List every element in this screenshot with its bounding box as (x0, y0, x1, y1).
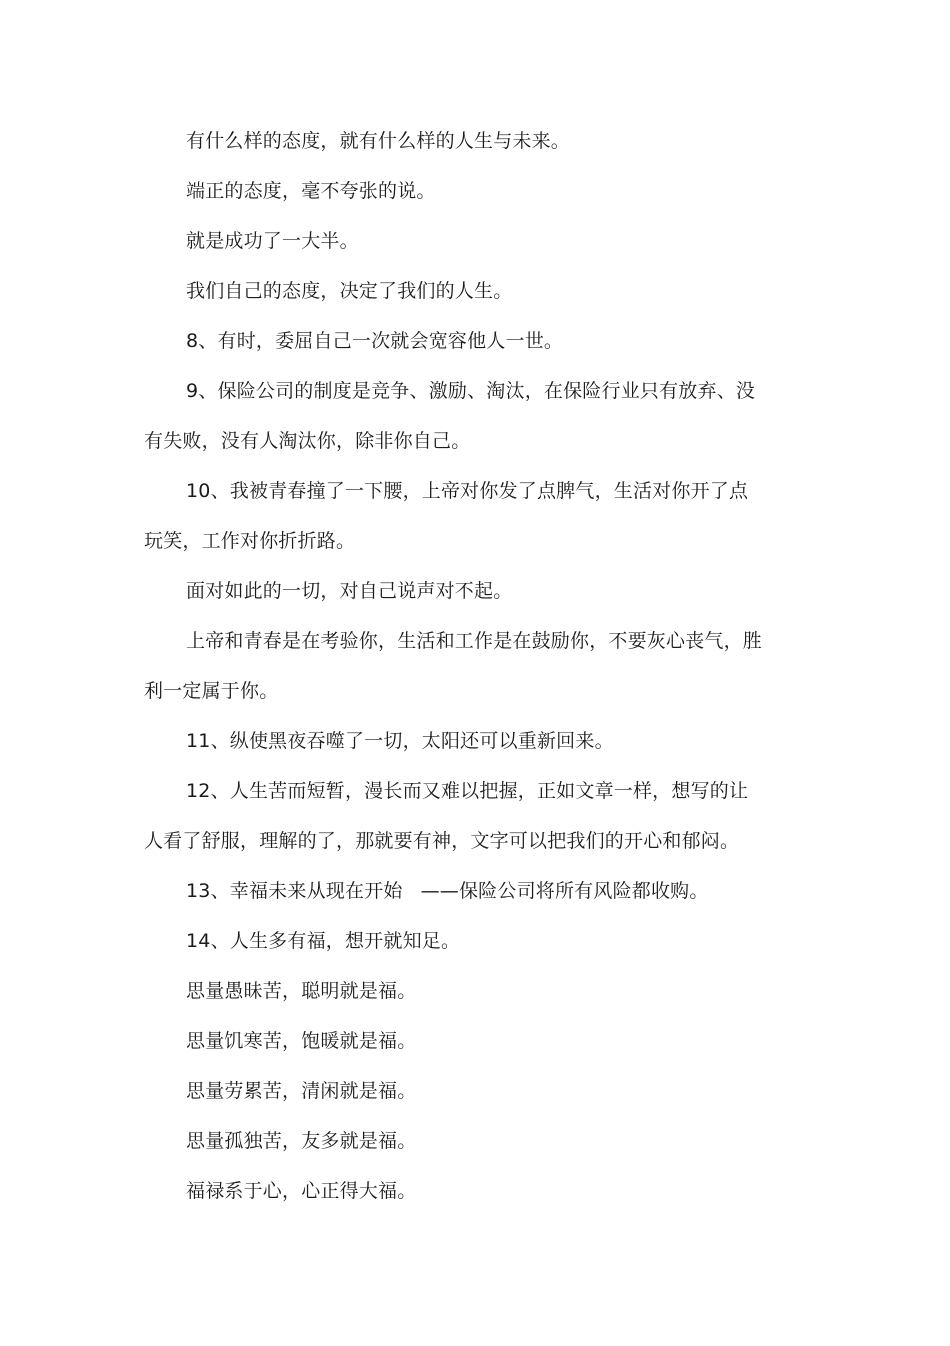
paragraph: 12、人生苦而短暂，漫长而又难以把握，正如文章一样，想写的让人看了舒服，理解的了，那就要有神，文字可以把我们的开心和郁闷。 (144, 780, 749, 852)
document-body (144, 116, 764, 1216)
paragraph: 思量愚昧苦，聪明就是福。 (186, 980, 417, 1002)
paragraph-part: ——保险公司将所有风险都收购。 (420, 880, 709, 902)
paragraph: 我们自己的态度，决定了我们的人生。 (186, 280, 513, 302)
paragraph: 思量劳累苦，清闲就是福。 (186, 1080, 417, 1102)
paragraph: 8、有时，委屈自己一次就会宽容他人一世。 (186, 330, 564, 352)
paragraph: 思量孤独苦，友多就是福。 (186, 1130, 417, 1152)
paragraph: 有什么样的态度，就有什么样的人生与未来。 (186, 130, 571, 152)
paragraph: 11、纵使黑夜吞噬了一切，太阳还可以重新回来。 (186, 730, 614, 752)
paragraph-part: 13、幸福未来从现在开始 (186, 880, 403, 902)
paragraph: 福禄系于心，心正得大福。 (186, 1180, 417, 1202)
paragraph (144, 866, 764, 916)
paragraph: 10、我被青春撞了一下腰，上帝对你发了点脾气，生活对你开了点玩笑，工作对你折折路。 (144, 480, 749, 552)
paragraph: 14、人生多有福，想开就知足。 (186, 930, 461, 952)
paragraph: 思量饥寒苦，饱暖就是福。 (186, 1030, 417, 1052)
paragraph: 面对如此的一切，对自己说声对不起。 (186, 580, 513, 602)
paragraph: 端正的态度，毫不夸张的说。 (186, 180, 436, 202)
paragraph: 上帝和青春是在考验你，生活和工作是在鼓励你，不要灰心丧气，胜利一定属于你。 (144, 630, 763, 702)
paragraph: 就是成功了一大半。 (186, 230, 359, 252)
paragraph: 9、保险公司的制度是竞争、激励、淘汰，在保险行业只有放弃、没有失败，没有人淘汰你，除非你自己。 (144, 380, 756, 452)
